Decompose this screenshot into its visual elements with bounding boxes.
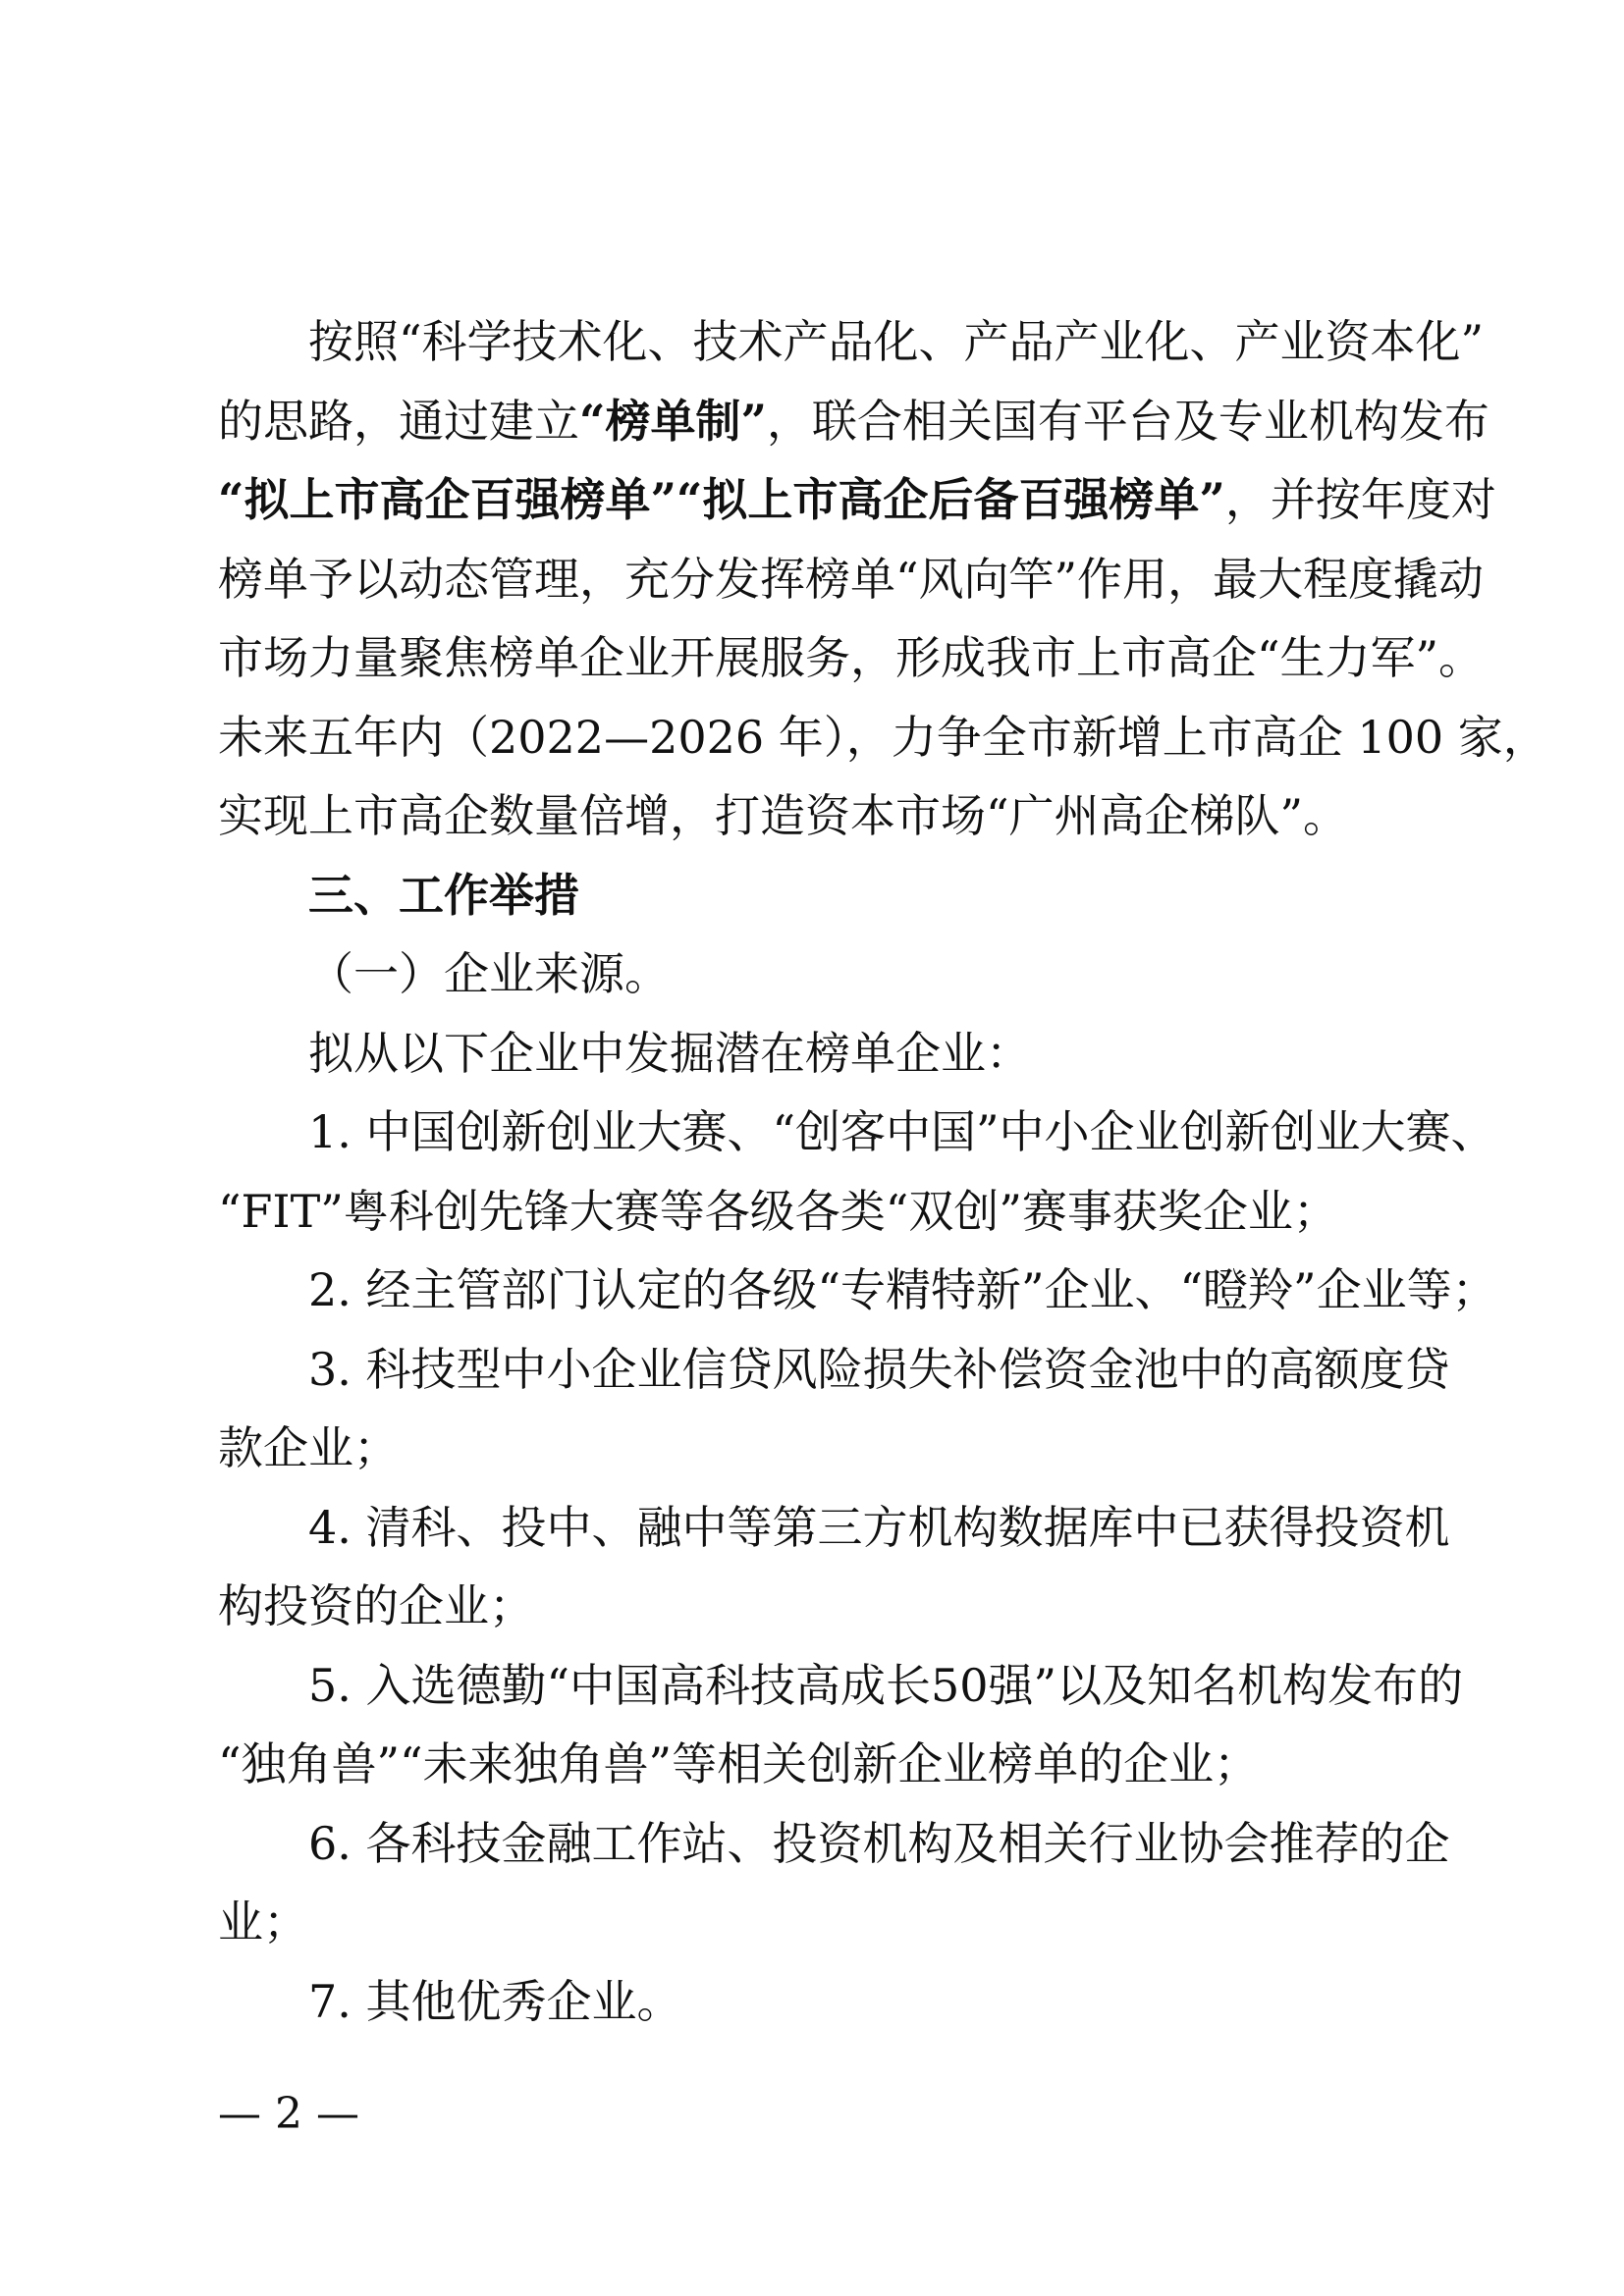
paragraph-1-line-1: 按照“科学技术化、技术产品化、产品产业化、产业资本化” [308, 315, 1485, 368]
paragraph-1-line-2 [218, 382, 1489, 461]
paragraph-1-line-3 [218, 460, 1496, 540]
paragraph-1-line-5: 市场力量聚焦榜单企业开展服务，形成我市上市高企“生力军”。 [218, 631, 1485, 684]
body-text [218, 302, 1548, 2041]
paragraph-1-line-6: 未来五年内（2022—2026 年），力争全市新增上市高企 100 家， [218, 710, 1548, 764]
page-number: — 2 — [218, 2089, 359, 2139]
list-intro: 拟从以下企业中发掘潜在榜单企业： [308, 1026, 1031, 1080]
paragraph-1-line-4: 榜单予以动态管理，充分发挥榜单“风向竿”作用，最大程度撬动 [218, 552, 1485, 606]
list-item-6-line-2: 业； [218, 1896, 308, 1949]
list-item-5-line-2: “独角兽”“未来独角兽”等相关创新企业榜单的企业； [218, 1737, 1260, 1790]
paragraph-1-line-2-text-a: 的思路，通过建立 [218, 394, 579, 448]
list-item-3-line-1: 3. 科技型中小企业信贷风险损失补偿资金池中的高额度贷 [308, 1342, 1450, 1396]
list-item-7: 7. 其他优秀企业。 [308, 1974, 682, 2028]
list-item-3-line-2: 款企业； [218, 1421, 399, 1474]
paragraph-1-line-7: 实现上市高企数量倍增，打造资本市场“广州高企梯队”。 [218, 789, 1349, 842]
bold-term-list-names: “拟上市高企百强榜单”“拟上市高企后备百强榜单” [218, 473, 1225, 526]
list-item-4-line-2: 构投资的企业； [218, 1579, 534, 1632]
list-item-4-line-1: 4. 清科、投中、融中等第三方机构数据库中已获得投资机 [308, 1500, 1450, 1554]
paragraph-1-line-2-text-c: ，联合相关国有平台及专业机构发布 [766, 394, 1489, 448]
list-item-1-line-1: 1. 中国创新创业大赛、“创客中国”中小企业创新创业大赛、 [308, 1105, 1496, 1158]
list-item-1-line-2: “FIT”粤科创先锋大赛等各级各类“双创”赛事获奖企业； [218, 1184, 1338, 1238]
list-item-6-line-1: 6. 各科技金融工作站、投资机构及相关行业协会推荐的企 [308, 1816, 1450, 1870]
list-item-5-line-1: 5. 入选德勤“中国高科技高成长50强”以及知名机构发布的 [308, 1658, 1464, 1712]
list-item-2: 2. 经主管部门认定的各级“专精特新”企业、“瞪羚”企业等； [308, 1263, 1497, 1316]
section-heading: 三、工作举措 [308, 868, 579, 922]
paragraph-1-line-3-text-b: ，并按年度对 [1224, 473, 1496, 526]
bold-term-bangdanzhi: “榜单制” [579, 394, 767, 448]
subsection-heading: （一）企业来源。 [308, 947, 670, 1000]
